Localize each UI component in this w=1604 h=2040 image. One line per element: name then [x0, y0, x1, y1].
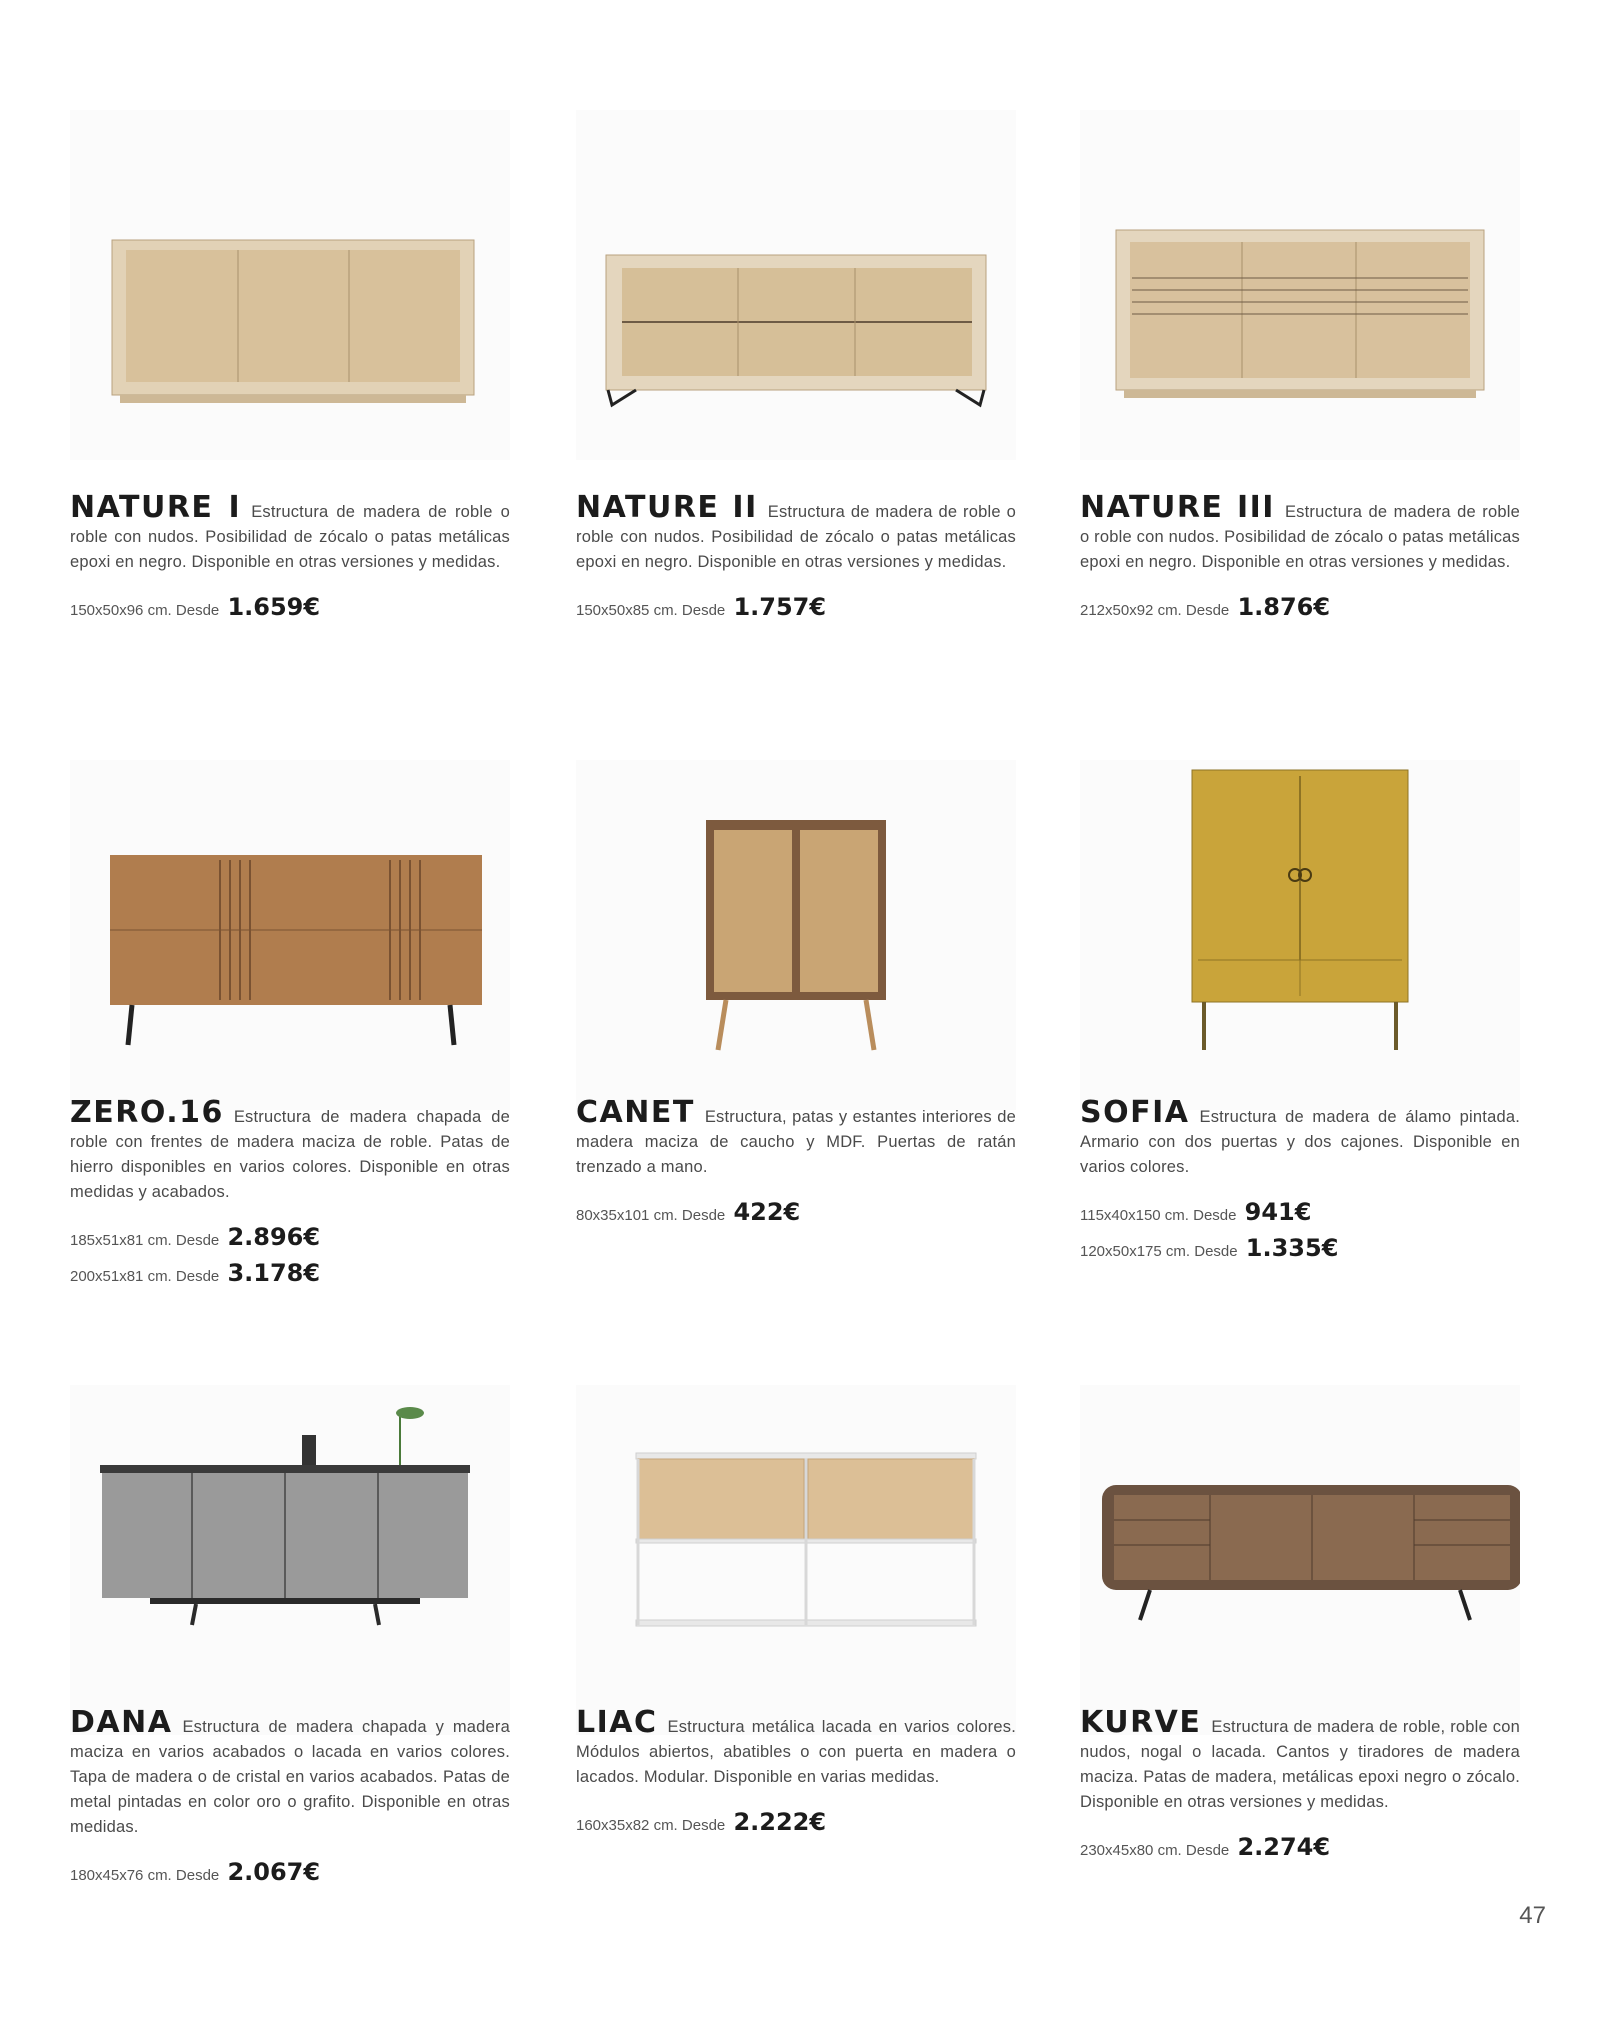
price: 2.896€: [227, 1223, 321, 1251]
sideboard-illustration: [1080, 110, 1520, 460]
price: 3.178€: [227, 1259, 321, 1287]
price-line: [70, 591, 510, 627]
product-photo: [70, 760, 510, 1110]
price-line: [1080, 1831, 1520, 1867]
sideboard-illustration: [576, 110, 1016, 460]
product-description: Estructura, patas y estantes interiores de madera maciza de caucho y MDF. Puertas de ratán trenzado a mano.: [576, 1108, 1016, 1176]
price-line: [1080, 1232, 1520, 1268]
dimensions: 115x40x150 cm. Desde: [1080, 1207, 1237, 1224]
product-name: NATURE II: [576, 490, 758, 525]
dimensions: 185x51x81 cm. Desde: [70, 1232, 220, 1249]
dimensions: 120x50x175 cm. Desde: [1080, 1243, 1238, 1260]
price-line: [576, 591, 1016, 627]
product-photo: [70, 110, 510, 460]
product-description: Estructura de madera chapada de roble con frentes de madera maciza de roble. Patas de hierro disponibles en varios colores. Disponible en otras medidas y acabados.: [70, 1108, 510, 1201]
price: 1.876€: [1237, 593, 1331, 621]
price-line: [70, 1856, 510, 1892]
price: 422€: [733, 1198, 801, 1226]
price-line: [70, 1221, 510, 1257]
price: 1.757€: [733, 593, 827, 621]
price-line: [576, 1806, 1016, 1842]
product-description: Estructura metálica lacada en varios colores. Módulos abiertos, abatibles o con puerta en madera o lacados. Modular. Disponible en varias medidas.: [576, 1718, 1016, 1786]
product-name: KURVE: [1080, 1705, 1202, 1740]
dimensions: 200x51x81 cm. Desde: [70, 1268, 220, 1285]
product-name: LIAC: [576, 1705, 658, 1740]
product-photo: [576, 1385, 1016, 1735]
product-photo: [576, 760, 1016, 1110]
price: 1.335€: [1245, 1234, 1339, 1262]
product-description: Estructura de madera de roble o roble con nudos. Posibilidad de zócalo o patas metálicas epoxi en negro. Disponible en otras versiones y medidas.: [1080, 503, 1520, 571]
price: 2.274€: [1237, 1833, 1331, 1861]
price: 1.659€: [227, 593, 321, 621]
product-name: SOFIA: [1080, 1095, 1190, 1130]
price: 941€: [1244, 1198, 1312, 1226]
page-number: 47: [1519, 1902, 1546, 1929]
price-line: [576, 1196, 1016, 1232]
product-name: NATURE III: [1080, 490, 1275, 525]
wardrobe-illustration: [1080, 760, 1520, 1110]
dimensions: 230x45x80 cm. Desde: [1080, 1842, 1230, 1859]
product-description: Estructura de madera de roble o roble con nudos. Posibilidad de zócalo o patas metálicas epoxi en negro. Disponible en otras versiones y medidas.: [576, 503, 1016, 571]
price: 2.067€: [227, 1858, 321, 1886]
dimensions: 80x35x101 cm. Desde: [576, 1207, 726, 1224]
product-description: Estructura de madera de roble, roble con nudos, nogal o lacada. Cantos y tiradores de madera maciza. Patas de madera, metálicas epoxi negro o zócalo. Disponible en otras versiones y medidas.: [1080, 1718, 1520, 1811]
dimensions: 160x35x82 cm. Desde: [576, 1817, 726, 1834]
product-photo: [576, 110, 1016, 460]
product-photo: [70, 1385, 510, 1735]
price-line: [1080, 1196, 1520, 1232]
dimensions: 150x50x96 cm. Desde: [70, 602, 220, 619]
product-description: Estructura de madera chapada y madera maciza en varios acabados o lacada en varios colores. Tapa de madera o de cristal en varios acabados. Patas de metal pintadas en color oro o grafito. Disponible en otras medidas.: [70, 1718, 510, 1836]
cabinet-illustration: [576, 760, 1016, 1110]
product-name: DANA: [70, 1705, 173, 1740]
price-line: [70, 1257, 510, 1293]
product-description: Estructura de madera de roble o roble con nudos. Posibilidad de zócalo o patas metálicas epoxi en negro. Disponible en otras versiones y medidas.: [70, 503, 510, 571]
product-name: ZERO.16: [70, 1095, 224, 1130]
product-name: CANET: [576, 1095, 695, 1130]
sideboard-illustration: [70, 110, 510, 460]
shelf-unit-illustration: [576, 1385, 1016, 1735]
dimensions: 150x50x85 cm. Desde: [576, 602, 726, 619]
product-name: NATURE I: [70, 490, 242, 525]
sideboard-illustration: [70, 1385, 510, 1735]
product-description: Estructura de madera de álamo pintada. Armario con dos puertas y dos cajones. Disponible en varios colores.: [1080, 1108, 1520, 1176]
sideboard-illustration: [1080, 1385, 1520, 1735]
dimensions: 212x50x92 cm. Desde: [1080, 602, 1230, 619]
product-photo: [1080, 760, 1520, 1110]
sideboard-illustration: [70, 760, 510, 1110]
product-photo: [1080, 110, 1520, 460]
product-photo: [1080, 1385, 1520, 1735]
dimensions: 180x45x76 cm. Desde: [70, 1867, 220, 1884]
price: 2.222€: [733, 1808, 827, 1836]
price-line: [1080, 591, 1520, 627]
